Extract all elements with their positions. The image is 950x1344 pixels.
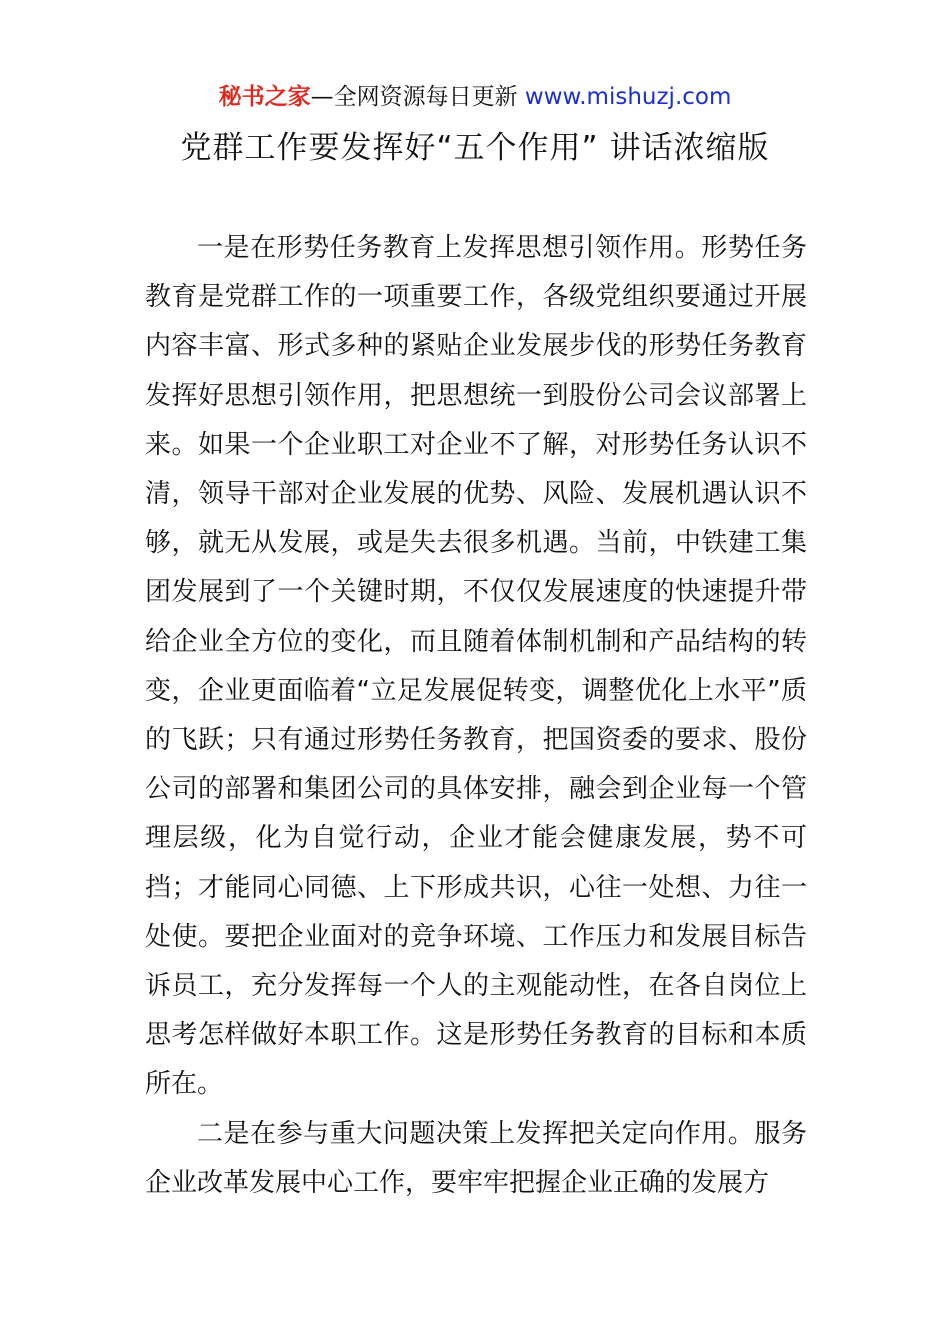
site-url-link[interactable]: www.mishuzj.com xyxy=(524,84,732,110)
paragraph-2: 二是在参与重大问题决策上发挥把关定向作用。服务企业改革发展中心工作，要牢牢把握企业正确的发展方 xyxy=(145,1118,807,1198)
document-body xyxy=(145,224,807,1208)
site-header xyxy=(0,80,950,114)
paragraph-1: 一是在形势任务教育上发挥思想引领作用。形势任务教育是党群工作的一项重要工作，各级党组织要通过开展内容丰富、形式多种的紧贴企业发展步伐的形势任务教育发挥好思想引领作用，把思想统一到股份公司会议部署上来。如果一个企业职工对企业不了解，对形势任务认识不清，领导干部对企业发展的优势、风险、发展机遇认识不够，就无从发展，或是失去很多机遇。当前，中铁建工集团发展到了一个关键时期，不仅仅发展速度的快速提升带给企业全方位的变化，而且随着体制机制和产品结构的转变，企业更面临着“立足发展促转变，调整优化上水平”质的飞跃；只有通过形势任务教育，把国资委的要求、股份公司的部署和集团公司的具体安排，融会到企业每一个管理层级，化为自觉行动，企业才能会健康发展，势不可挡；才能同心同德、上下形成共识，心往一处想、力往一处使。要把企业面对的竞争环境、工作压力和发展目标告诉员工，充分发挥每一个人的主观能动性，在各自岗位上思考怎样做好本职工作。这是形势任务教育的目标和本质所在。 xyxy=(145,233,807,1100)
document-title: 党群工作要发挥好“五个作用” 讲话浓缩版 xyxy=(180,130,770,166)
site-slogan: —全网资源每日更新 xyxy=(310,84,525,110)
site-name: 秘书之家 xyxy=(218,84,311,110)
